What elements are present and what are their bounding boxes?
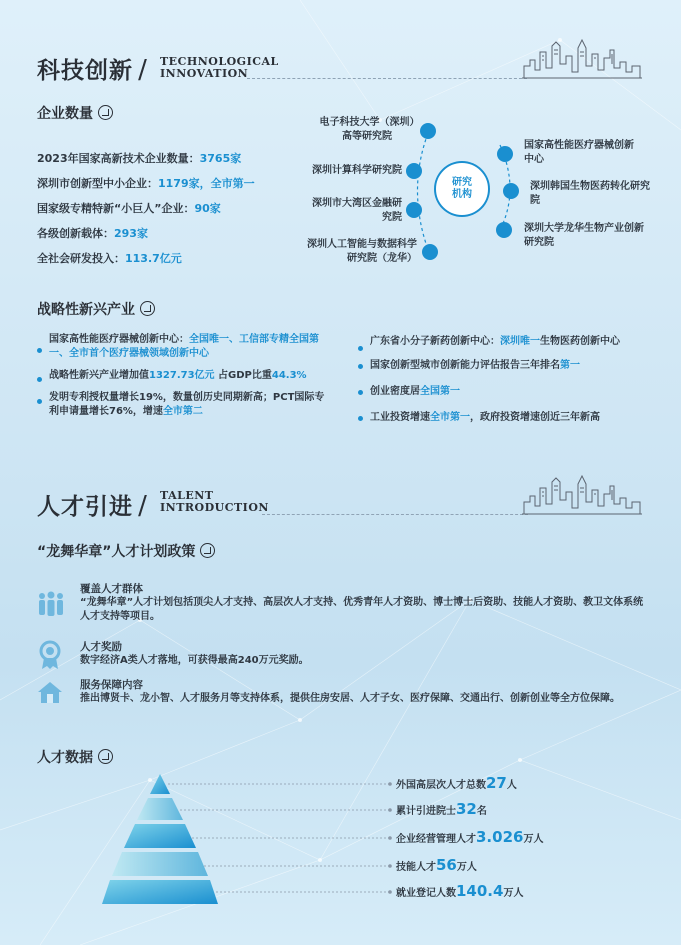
strategic-left-list: [37, 333, 327, 419]
arrow-circle-icon: [98, 749, 113, 764]
bullet-dot: [37, 399, 42, 404]
institute-dot: [503, 183, 519, 199]
institute-left-2: 深圳计算科学研究院: [312, 165, 402, 176]
skyline-icon: [522, 38, 642, 80]
policy-item: [80, 582, 650, 624]
header-divider: [262, 514, 528, 515]
talent-data-title: 人才数据: [37, 750, 93, 766]
talent-stat-row: 企业经营管理人才3.026万人: [396, 828, 544, 846]
pyramid-leader-lines: [160, 780, 400, 920]
policy-title-row: [37, 541, 215, 561]
policy-heading: 覆盖人才群体: [80, 583, 143, 595]
skyline-icon: [522, 474, 642, 516]
policy-text: “龙舞华章”人才计划包括顶尖人才支持、高层次人才支持、优秀青年人才资助、博士博士后资助、技能人才资助、教卫文体系统人才支持等项目。: [80, 597, 644, 622]
institute-right-2: 深圳韩国生物医药转化研究院: [530, 181, 650, 206]
tech-section-en: [160, 56, 279, 80]
talent-stat-row: 技能人才56万人: [396, 856, 477, 874]
institute-dot: [422, 244, 438, 260]
list-item: 国家创新型城市创新能力评估报告三年排名第一: [358, 359, 648, 373]
list-item: 战略性新兴产业增加值1327.73亿元 占GDP比重44.3%: [37, 369, 327, 383]
talent-en-line1: TALENT: [160, 489, 214, 502]
arrow-circle-icon: [98, 105, 113, 120]
talent-section-en: [160, 490, 269, 514]
talent-data-title-row: [37, 747, 113, 767]
people-group-icon: [37, 591, 65, 617]
enterprise-stats: [37, 150, 307, 275]
policy-heading: 人才奖励: [80, 641, 122, 653]
stat-row: 各级创新载体：293家: [37, 227, 148, 240]
title-slash: /: [138, 491, 147, 521]
policy-text: 推出博贤卡、龙小智、人才服务月等支持体系，提供住房安居、人才子女、医疗保障、交通出行、创新创业等全方位保障。: [80, 693, 620, 704]
talent-stat-row: 累计引进院士32名: [396, 800, 487, 818]
enterprise-title-row: [37, 103, 113, 123]
award-medal-icon: [38, 640, 62, 670]
arrow-circle-icon: [140, 301, 155, 316]
tech-section-title: 科技创新: [37, 58, 133, 84]
institute-left-3: 深圳市大湾区金融研究院: [312, 198, 402, 223]
strategic-right-list: [358, 335, 648, 425]
research-hub-label: 研究机构: [452, 177, 472, 200]
talent-stat-row: 就业登记人数140.4万人: [396, 882, 524, 900]
talent-section-title: 人才引进: [37, 494, 133, 520]
list-item: 创业密度居全国第一: [358, 385, 648, 399]
stat-row: 全社会研发投入：113.7亿元: [37, 252, 182, 265]
policy-heading: 服务保障内容: [80, 679, 143, 691]
stat-row: 深圳市创新型中小企业：1179家，全市第一: [37, 177, 255, 190]
stat-row: 2023年国家高新技术企业数量：3765家: [37, 152, 242, 165]
research-hub: [436, 163, 488, 215]
tech-section-header: [37, 52, 147, 85]
bullet-dot: [358, 390, 363, 395]
institute-dot: [406, 202, 422, 218]
talent-en-line2: INTRODUCTION: [160, 501, 269, 514]
list-item: 国家高性能医疗器械创新中心：全国唯一、工信部专精全国第一、全市首个医疗器械领域创新中心: [37, 333, 327, 361]
strategic-title: 战略性新兴产业: [37, 302, 135, 318]
bullet-dot: [358, 416, 363, 421]
arrow-circle-icon: [200, 543, 215, 558]
strategic-title-row: [37, 299, 155, 319]
list-item: 广东省小分子新药创新中心：深圳唯一生物医药创新中心: [358, 335, 648, 349]
bullet-dot: [37, 348, 42, 353]
institute-dot: [420, 123, 436, 139]
policy-item: [80, 640, 650, 668]
stat-row: 国家级专精特新“小巨人”企业：90家: [37, 202, 221, 215]
bullet-dot: [358, 364, 363, 369]
institute-left-4: 深圳人工智能与数据科学研究院（龙华）: [307, 239, 417, 264]
policy-title: “龙舞华章”人才计划政策: [37, 544, 196, 560]
institute-dot: [497, 146, 513, 162]
institute-left-1: 电子科技大学（深圳）高等研究院: [319, 117, 415, 142]
home-icon: [37, 680, 63, 704]
institute-dot: [406, 163, 422, 179]
enterprise-title: 企业数量: [37, 106, 93, 122]
tech-en-line1: TECHNOLOGICAL: [160, 55, 279, 68]
talent-stat-row: 外国高层次人才总数27人: [396, 774, 517, 792]
institute-right-1: 国家高性能医疗器械创新中心: [524, 140, 634, 165]
policy-item: [80, 678, 650, 706]
tech-en-line2: INNOVATION: [160, 67, 249, 80]
bullet-dot: [37, 377, 42, 382]
bullet-dot: [358, 346, 363, 351]
list-item: 发明专利授权量增长19%，数量创历史同期新高；PCT国际专利申请量增长76%，增速全市第二: [37, 391, 327, 419]
header-divider: [247, 78, 527, 79]
list-item: 工业投资增速全市第一，政府投资增速创近三年新高: [358, 411, 648, 425]
institute-dot: [496, 222, 512, 238]
talent-section-header: [37, 488, 147, 521]
policy-text: 数字经济A类人才落地，可获得最高240万元奖励。: [80, 655, 309, 666]
institute-right-3: 深圳大学龙华生物产业创新研究院: [524, 223, 644, 248]
title-slash: /: [138, 55, 147, 85]
